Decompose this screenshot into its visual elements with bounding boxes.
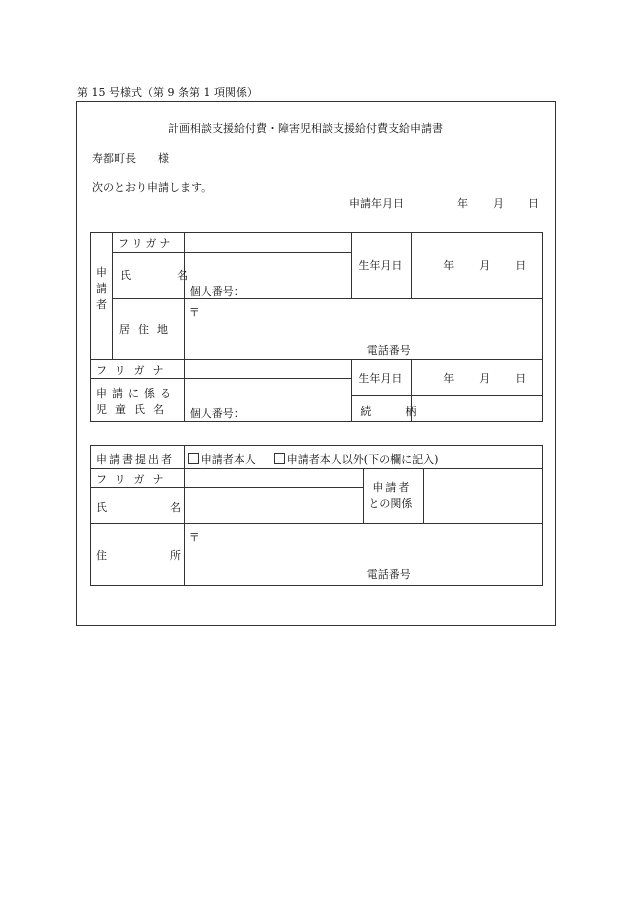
- submitter-postal-mark: 〒: [188, 531, 200, 544]
- application-date-month: 月: [493, 197, 504, 210]
- applicant-personal-number-label: 個人番号：: [189, 285, 245, 298]
- child-dob-field[interactable]: [412, 360, 543, 396]
- submitter-relation-field[interactable]: [424, 469, 543, 524]
- applicant-postal-mark: 〒: [188, 306, 200, 319]
- applicant-dob-month: 月: [479, 259, 491, 272]
- child-relation-field[interactable]: [412, 396, 543, 422]
- submitter-address-label: 住 所: [91, 524, 185, 586]
- form-number: 第 15 号様式（第 9 条第 1 項関係）: [77, 86, 258, 99]
- submitter-furigana-field[interactable]: [184, 469, 364, 488]
- child-dob-year: 年: [443, 372, 455, 385]
- addressee: 寿都町長 様: [92, 152, 169, 165]
- child-furigana-label: フリガナ: [91, 360, 185, 379]
- form-title: 計画相談支援給付費・障害児相談支援給付費支給申請書: [168, 122, 443, 135]
- applicant-table: [90, 232, 543, 422]
- option-other[interactable]: 申請者本人以外(下の欄に記入): [274, 451, 439, 467]
- application-date-label: 申請年月日: [349, 197, 404, 210]
- applicant-address-label: 居住地: [112, 299, 184, 360]
- application-date-year: 年: [457, 197, 468, 210]
- applicant-address-field[interactable]: [184, 299, 542, 360]
- submitter-table: [90, 445, 543, 586]
- applicant-name-label: 氏 名: [112, 253, 184, 299]
- submitter-relation-label: 申請者 との関係: [364, 469, 424, 524]
- applicant-phone-label: 電話番号: [366, 344, 411, 357]
- application-date-day: 日: [528, 197, 539, 210]
- child-dob-label: 生年月日: [352, 360, 412, 396]
- applicant-dob-day: 日: [515, 259, 527, 272]
- checkbox-self[interactable]: [188, 453, 199, 464]
- child-dob-day: 日: [515, 372, 527, 385]
- submitter-label: 申請書提出者: [91, 446, 185, 469]
- submitter-address-field[interactable]: [184, 524, 542, 586]
- child-name-label: 申請に係る 児童氏名: [91, 379, 185, 422]
- applicant-section-label: 申請者: [91, 233, 113, 360]
- child-relation-label: 続 柄: [352, 396, 412, 422]
- intro-text: 次のとおり申請します。: [92, 181, 213, 194]
- submitter-furigana-label: フリガナ: [91, 469, 185, 488]
- applicant-dob-label: 生年月日: [352, 233, 412, 299]
- submitter-phone-label: 電話番号: [366, 568, 411, 581]
- submitter-options: [184, 446, 542, 469]
- applicant-furigana-label: フリガナ: [112, 233, 184, 253]
- child-personal-number-label: 個人番号：: [189, 407, 245, 420]
- submitter-name-field[interactable]: [184, 488, 364, 524]
- child-dob-month: 月: [479, 372, 491, 385]
- checkbox-other[interactable]: [274, 453, 285, 464]
- applicant-furigana-field[interactable]: [184, 233, 352, 253]
- submitter-name-label: 氏 名: [91, 488, 185, 524]
- option-self[interactable]: 申請者本人: [188, 451, 256, 467]
- applicant-name-field[interactable]: [184, 253, 352, 299]
- child-name-field[interactable]: [184, 379, 352, 422]
- applicant-dob-year: 年: [443, 259, 455, 272]
- applicant-dob-field[interactable]: [412, 233, 543, 299]
- child-furigana-field[interactable]: [184, 360, 352, 379]
